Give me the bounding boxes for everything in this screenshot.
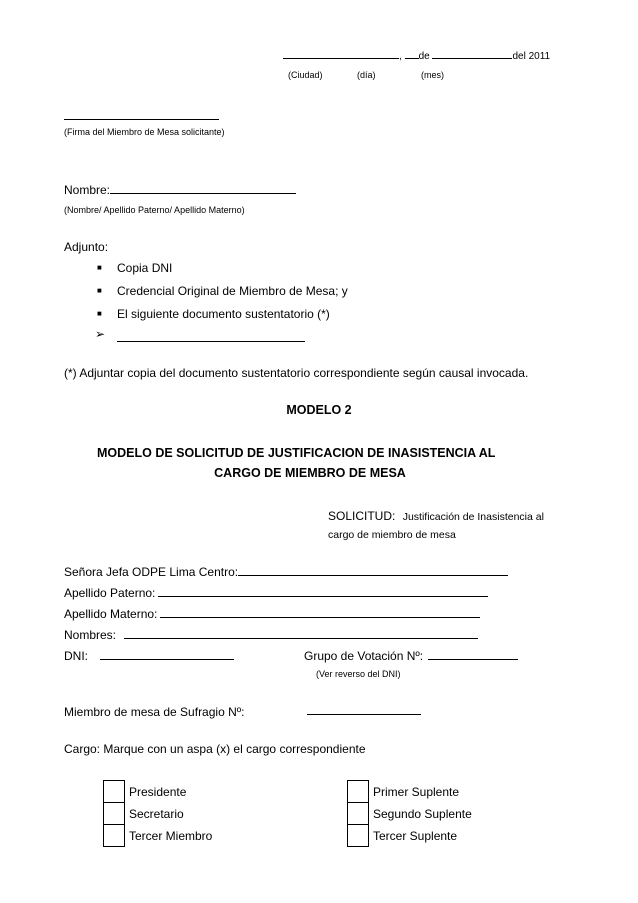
label-ciudad: (Ciudad) xyxy=(288,70,323,80)
attachment-item: Copia DNI xyxy=(117,261,173,275)
apellido-paterno-field xyxy=(64,586,488,600)
name-label: Nombre: xyxy=(64,183,111,197)
label-dia: (día) xyxy=(357,70,376,80)
grupo-field xyxy=(304,649,518,663)
checkbox-segundo-suplente[interactable] xyxy=(347,802,369,824)
solicitud-desc: Justificación de Inasistencia al xyxy=(402,511,544,523)
model-heading-1: MODELO DE SOLICITUD DE JUSTIFICACION DE INASISTENCIA AL xyxy=(97,446,496,460)
dni-blank[interactable] xyxy=(100,649,234,660)
solicitud-line1 xyxy=(328,509,544,523)
solicitud-line2: cargo de miembro de mesa xyxy=(328,529,456,541)
apellido-paterno-label: Apellido Paterno: xyxy=(64,586,156,600)
apellido-materno-blank[interactable] xyxy=(160,607,480,618)
checkbox-tercer-suplente[interactable] xyxy=(347,824,369,847)
bullet-icon: ■ xyxy=(97,263,102,272)
apellido-paterno-blank[interactable] xyxy=(158,586,488,597)
nombres-blank[interactable] xyxy=(124,628,478,639)
date-line: , de del 2011 xyxy=(283,48,550,62)
checkbox-primer-suplente[interactable] xyxy=(347,780,369,802)
role-tercer-suplente: Tercer Suplente xyxy=(373,829,458,843)
bullet-icon: ■ xyxy=(97,286,102,295)
de-label: de xyxy=(418,51,430,62)
solicitud-label: SOLICITUD: xyxy=(328,509,396,523)
miembro-label: Miembro de mesa de Sufragio Nº: xyxy=(64,705,245,719)
label-mes: (mes) xyxy=(421,70,444,80)
name-sublabel: (Nombre/ Apellido Paterno/ Apellido Materno) xyxy=(64,205,245,215)
signature-line[interactable] xyxy=(64,119,219,120)
attachment-other-line[interactable] xyxy=(117,341,305,342)
nombres-field xyxy=(64,628,478,642)
attachment-item: El siguiente documento sustentatorio (*) xyxy=(117,307,330,321)
attachments-note: (*) Adjuntar copia del documento sustentatorio correspondiente según causal invocada. xyxy=(64,366,529,380)
role-presidente: Presidente xyxy=(129,785,187,799)
checkbox-presidente[interactable] xyxy=(103,780,125,802)
attachments-title: Adjunto: xyxy=(64,240,109,254)
nombres-label: Nombres: xyxy=(64,628,117,642)
name-field xyxy=(64,183,296,197)
dni-label: DNI: xyxy=(64,649,88,663)
grupo-label: Grupo de Votación Nº: xyxy=(304,649,424,663)
role-tercer-miembro: Tercer Miembro xyxy=(129,829,213,843)
city-blank[interactable] xyxy=(283,48,399,59)
name-blank[interactable] xyxy=(110,183,296,194)
addressee-blank[interactable] xyxy=(238,565,508,576)
month-blank[interactable] xyxy=(432,48,512,59)
apellido-materno-field xyxy=(64,607,480,621)
attachment-item: Credencial Original de Miembro de Mesa; y xyxy=(117,284,348,298)
day-blank[interactable] xyxy=(405,48,419,59)
role-secretario: Secretario xyxy=(129,807,184,821)
model-title: MODELO 2 xyxy=(286,403,352,417)
checkbox-secretario[interactable] xyxy=(103,802,125,824)
role-primer-suplente: Primer Suplente xyxy=(373,785,460,799)
addressee-label: Señora Jefa ODPE Lima Centro: xyxy=(64,565,239,579)
year-label: del 2011 xyxy=(512,51,551,62)
grupo-blank[interactable] xyxy=(428,649,518,660)
checkbox-tercer-miembro[interactable] xyxy=(103,824,125,847)
model-heading-2: CARGO DE MIEMBRO DE MESA xyxy=(214,466,406,480)
miembro-blank[interactable] xyxy=(307,714,421,715)
addressee-field xyxy=(64,565,508,579)
ver-reverso-note: (Ver reverso del DNI) xyxy=(316,669,401,679)
cargo-instruction: Cargo: Marque con un aspa (x) el cargo correspondiente xyxy=(64,742,366,756)
signature-label: (Firma del Miembro de Mesa solicitante) xyxy=(64,127,225,137)
dni-field xyxy=(64,649,234,663)
apellido-materno-label: Apellido Materno: xyxy=(64,607,158,621)
arrow-bullet-icon: ➢ xyxy=(95,327,106,341)
role-segundo-suplente: Segundo Suplente xyxy=(373,807,472,821)
bullet-icon: ■ xyxy=(97,309,102,318)
